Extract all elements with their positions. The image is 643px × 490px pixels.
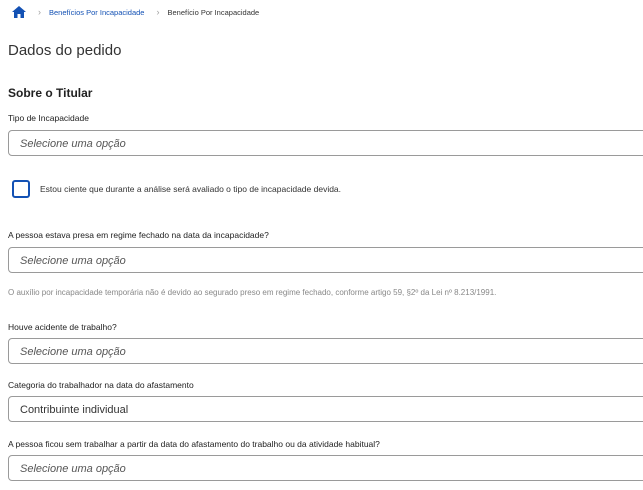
tipo-incapacidade-label: Tipo de Incapacidade [8, 113, 89, 123]
chevron-right-icon: › [38, 7, 41, 17]
breadcrumb [12, 4, 259, 20]
home-icon[interactable] [12, 6, 26, 18]
select-value: Selecione uma opção [20, 346, 126, 358]
page-title: Dados do pedido [8, 42, 122, 59]
categoria-select[interactable] [8, 396, 643, 422]
chevron-right-icon: › [156, 7, 160, 17]
sem-trabalhar-label: A pessoa ficou sem trabalhar a partir da data do afastamento do trabalho ou da atividade habitual? [8, 439, 380, 449]
acidente-select[interactable] [8, 338, 643, 364]
presa-help-text: O auxílio por incapacidade temporária não é devido ao segurado preso em regime fechado, conforme artigo 59, §2º da Lei nº 8.213/1991. [8, 288, 497, 297]
tipo-incapacidade-select[interactable] [8, 130, 643, 156]
categoria-label: Categoria do trabalhador na data do afastamento [8, 380, 194, 390]
presa-select[interactable] [8, 247, 643, 273]
select-value: Selecione uma opção [20, 463, 126, 475]
select-value: Selecione uma opção [20, 255, 126, 267]
acidente-label: Houve acidente de trabalho? [8, 322, 117, 332]
sem-trabalhar-select[interactable] [8, 455, 643, 481]
ciente-row [12, 180, 341, 198]
presa-label: A pessoa estava presa em regime fechado na data da incapacidade? [8, 230, 269, 240]
select-value: Contribuinte individual [20, 404, 129, 416]
section-title: Sobre o Titular [8, 86, 93, 100]
ciente-label: Estou ciente que durante a análise será avaliado o tipo de incapacidade devida. [40, 184, 342, 194]
select-value: Selecione uma opção [20, 138, 126, 150]
breadcrumb-item-current: Benefício Por Incapacidade [167, 7, 260, 17]
breadcrumb-item-beneficios[interactable]: Benefícios Por Incapacidade [49, 7, 145, 17]
ciente-checkbox[interactable] [12, 180, 30, 198]
